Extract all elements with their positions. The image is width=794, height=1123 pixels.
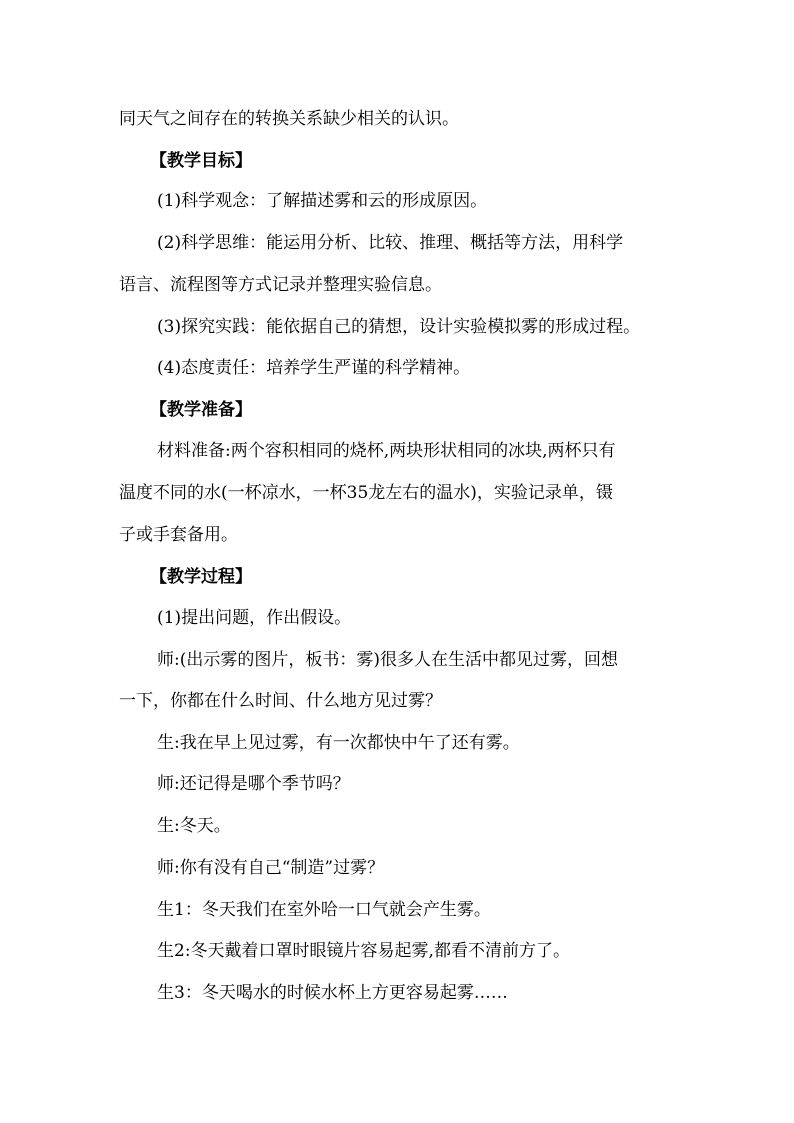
dialogue-line: 生2:冬天戴着口罩时眼镜片容易起雾,都看不清前方了。	[157, 941, 570, 961]
dialogue-line: 生1：冬天我们在室外哈一口气就会产生雾。	[157, 900, 491, 920]
dialogue-line-continuation: 一下，你都在什么时间、什么地方见过雾？	[119, 691, 442, 711]
dialogue-line: 师:还记得是哪个季节吗？	[157, 774, 350, 794]
dialogue-line: 师:(出示雾的图片，板书：雾)很多人在生活中都见过雾，回想	[157, 650, 618, 670]
preparation-text: 温度不同的水(一杯凉水，一杯35龙左右的温水)，实验记录单，镊	[119, 483, 613, 503]
section-heading-process: 【教学过程】	[150, 567, 252, 587]
section-heading-preparation: 【教学准备】	[150, 400, 252, 420]
paragraph-line: 同天气之间存在的转换关系缺少相关的认识。	[119, 109, 459, 129]
objective-item: (1)科学观念：了解描述雾和云的形成原因。	[157, 191, 488, 211]
dialogue-line: 生:我在早上见过雾，有一次都快中午了还有雾。	[157, 733, 520, 753]
objective-item: (3)探究实践：能依据自己的猜想，设计实验模拟雾的形成过程。	[157, 317, 641, 337]
preparation-text: 材料准备:两个容积相同的烧杯,两块形状相同的冰块,两杯只有	[157, 441, 616, 461]
objective-item: (2)科学思维：能运用分析、比较、推理、概括等方法，用科学	[157, 233, 624, 253]
dialogue-line: 生3：冬天喝水的时候水杯上方更容易起雾……	[157, 983, 508, 1003]
section-heading-objectives: 【教学目标】	[150, 151, 252, 171]
objective-item-continuation: 语言、流程图等方式记录并整理实验信息。	[119, 275, 442, 295]
objective-item: (4)态度责任：培养学生严谨的科学精神。	[157, 358, 471, 378]
dialogue-line: 师:你有没有自己“制造”过雾？	[157, 858, 385, 878]
preparation-text: 子或手套备用。	[119, 525, 238, 545]
dialogue-line: 生:冬天。	[157, 816, 231, 836]
process-step: (1)提出问题，作出假设。	[157, 608, 352, 628]
